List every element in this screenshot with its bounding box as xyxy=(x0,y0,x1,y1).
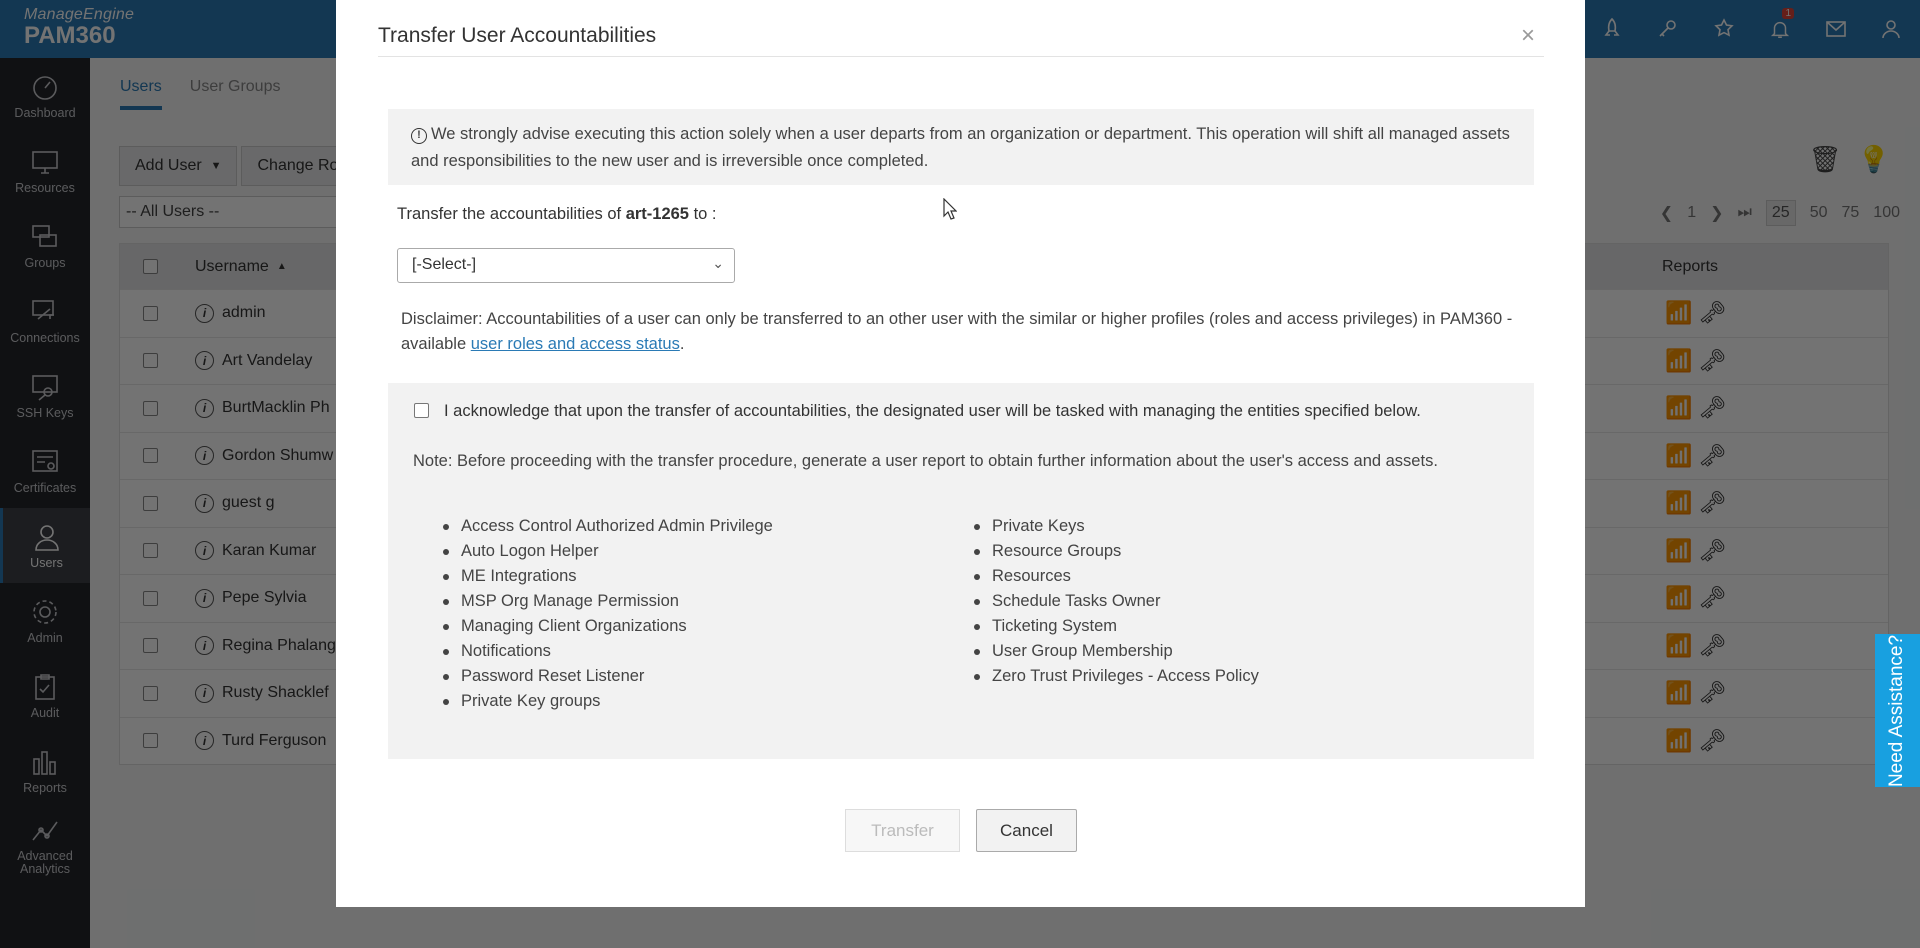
user-roles-link[interactable]: user roles and access status xyxy=(470,335,680,353)
list-item: Resource Groups xyxy=(974,539,1259,564)
need-assistance-label: Need Assistance? xyxy=(1886,634,1908,787)
list-item: MSP Org Manage Permission xyxy=(443,589,773,614)
chevron-down-icon: ⌄ xyxy=(712,255,724,271)
transfer-button[interactable]: Transfer xyxy=(845,809,960,852)
warning-text: We strongly advise executing this action solely when a user departs from an organization or department. This operation will shift all managed assets and responsibilities to the new user and is irreversible once completed. xyxy=(411,125,1510,170)
warning-banner xyxy=(388,109,1534,185)
list-item: User Group Membership xyxy=(974,639,1259,664)
modal-title: Transfer User Accountabilities xyxy=(378,24,657,47)
disclaimer-text: Disclaimer: Accountabilities of a user can only be transferred to an other user with the similar or higher profiles (roles and access privileges) in PAM360 - available xyxy=(401,310,1513,353)
list-item: Password Reset Listener xyxy=(443,664,773,689)
list-item: Private Keys xyxy=(974,514,1259,539)
target-user-select[interactable] xyxy=(397,248,735,283)
entity-list-right xyxy=(974,514,1259,689)
transfer-suffix: to : xyxy=(693,205,717,223)
list-item: Auto Logon Helper xyxy=(443,539,773,564)
cancel-button[interactable]: Cancel xyxy=(976,809,1077,852)
warning-icon: ! xyxy=(411,128,427,144)
note-text: Note: Before proceeding with the transfer procedure, generate a user report to obtain further information about the user's access and assets. xyxy=(413,452,1438,470)
transfer-prefix: Transfer the accountabilities of xyxy=(397,205,622,223)
transfer-user: art-1265 xyxy=(625,205,689,223)
list-item: Managing Client Organizations xyxy=(443,614,773,639)
acknowledge-checkbox[interactable] xyxy=(414,403,429,418)
list-item: Zero Trust Privileges - Access Policy xyxy=(974,664,1259,689)
list-item: Ticketing System xyxy=(974,614,1259,639)
acknowledge-text[interactable]: I acknowledge that upon the transfer of accountabilities, the designated user will be tasked with managing the entities specified below. xyxy=(444,402,1421,420)
list-item: Access Control Authorized Admin Privilege xyxy=(443,514,773,539)
transfer-label xyxy=(397,205,717,224)
list-item: ME Integrations xyxy=(443,564,773,589)
list-item: Resources xyxy=(974,564,1259,589)
transfer-accountabilities-modal xyxy=(336,0,1585,907)
entity-list-left xyxy=(443,514,773,714)
divider xyxy=(378,56,1544,57)
close-icon[interactable]: × xyxy=(1520,22,1535,49)
list-item: Private Key groups xyxy=(443,689,773,714)
need-assistance-tab[interactable] xyxy=(1875,634,1920,787)
mouse-cursor-icon xyxy=(943,198,957,220)
select-value: [-Select-] xyxy=(412,256,477,273)
disclaimer-end: . xyxy=(679,335,685,353)
list-item: Schedule Tasks Owner xyxy=(974,589,1259,614)
acknowledgement-panel xyxy=(388,383,1534,759)
list-item: Notifications xyxy=(443,639,773,664)
disclaimer xyxy=(401,307,1521,357)
